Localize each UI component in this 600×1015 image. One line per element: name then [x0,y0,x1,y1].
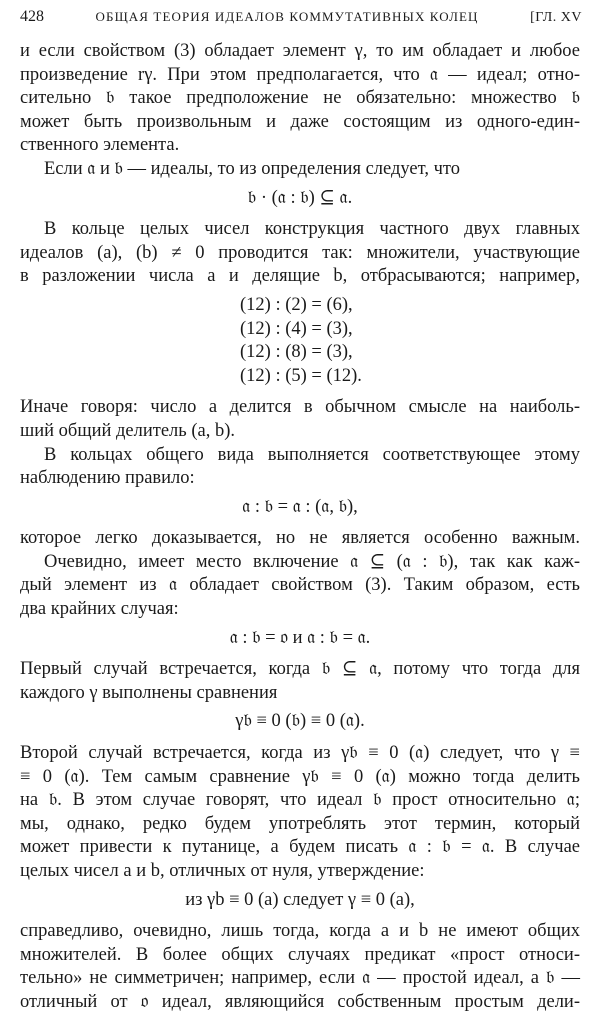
text-line: Второй случай встречается, когда из γ𝔟 ≡ 0 (𝔞) следует, что γ ≡ [20,743,580,764]
display-formula: (12) : (8) = (3), [240,342,353,363]
paragraph [20,396,580,443]
display-formula: (12) : (4) = (3), [240,318,353,339]
paragraph [20,444,580,491]
display-formula: из γb ≡ 0 (a) следует γ ≡ 0 (a), [185,889,415,910]
paragraph: Если 𝔞 и 𝔟 — идеалы, то из определения следует, что [44,158,460,179]
text-line: сительно 𝔟 такое предположение не обязательно: множество 𝔟 [20,88,580,109]
page-number: 428 [20,8,44,25]
display-formula: (12) : (2) = (6), [240,294,353,315]
paragraph: которое легко доказывается, но не является особенно важным. [20,528,580,549]
text-line: ≡ 0 (𝔞). Тем самым сравнение γ𝔟 ≡ 0 (𝔞) можно тогда делить [20,766,580,787]
display-formula: 𝔞 : 𝔟 = 𝔞 : (𝔞, 𝔟), [242,496,358,517]
text-line: В кольце целых чисел конструкция частного двух главных [44,219,580,240]
display-formula: γ𝔟 ≡ 0 (𝔟) ≡ 0 (𝔞). [235,711,365,732]
text-line: и если свойством (3) обладает элемент γ, то им обладает и любое [20,41,580,61]
text-line: на 𝔟. В этом случае говорят, что идеал 𝔟 прост относительно 𝔞; [20,790,580,811]
paragraph [20,40,580,158]
text-line: каждого γ выполнены сравнения [20,682,278,703]
paragraph [20,551,580,622]
paragraph [20,920,580,1014]
text-line: наблюдению правило: [20,468,195,489]
text-line: идеалов (a), (b) ≠ 0 проводится так: множители, участвующие [20,242,580,263]
text-line: может привести к путанице, а будем писать 𝔞 : 𝔟 = 𝔞. В случае [20,837,580,858]
text-line: дый элемент из 𝔞 обладает свойством (3). Таким образом, есть [20,575,580,596]
page-header [20,8,582,32]
chapter-label: [ГЛ. XV [530,10,582,25]
text-line: произведение rγ. При этом предполагается, что 𝔞 — идеал; отно- [20,64,580,85]
running-title: ОБЩАЯ ТЕОРИЯ ИДЕАЛОВ КОММУТАТИВНЫХ КОЛЕЦ [95,9,479,24]
text-line: ственного элемента. [20,135,180,156]
text-line: В кольцах общего вида выполняется соответствующее этому [44,444,580,465]
text-line: мы, однако, редко будем употреблять этот термин, который [20,813,580,834]
text-line: множителей. В более общих случаях предикат «прост относи- [20,944,580,965]
text-line: тельно» не симметричен; например, если 𝔞 — простой идеал, а 𝔟 — [20,968,580,989]
text-line: целых чисел a и b, отличных от нуля, утверждение: [20,861,425,881]
paragraph [20,742,580,884]
text-line: справедливо, очевидно, лишь тогда, когда a и b не имеют общих [20,921,580,942]
text-line: отличный от 𝔬 идеал, являющийся собственным простым дели- [20,991,580,1012]
text-line: Очевидно, имеет место включение 𝔞 ⊆ (𝔞 : 𝔟), так как каж- [44,551,580,572]
display-formula-group [20,294,580,388]
text-line: Первый случай встречается, когда 𝔟 ⊆ 𝔞, потому что тогда для [20,659,580,680]
text-line: ший общий делитель (a, b). [20,420,236,441]
display-formula: (12) : (5) = (12). [240,365,362,386]
display-formula: 𝔞 : 𝔟 = 𝔬 и 𝔞 : 𝔟 = 𝔞. [229,627,371,648]
paragraph [20,218,580,289]
text-line: может быть произвольным и даже состоящим из одного-един- [20,111,580,132]
text-line: Иначе говоря: число a делится в обычном смысле на наиболь- [20,397,580,418]
paragraph [20,658,580,705]
display-formula: 𝔟 · (𝔞 : 𝔟) ⊆ 𝔞. [247,187,353,208]
text-line: в разложении числа a и делящие b, отбрасываются; например, [20,266,580,287]
text-line: два крайних случая: [20,599,179,620]
page-body [20,40,580,1015]
